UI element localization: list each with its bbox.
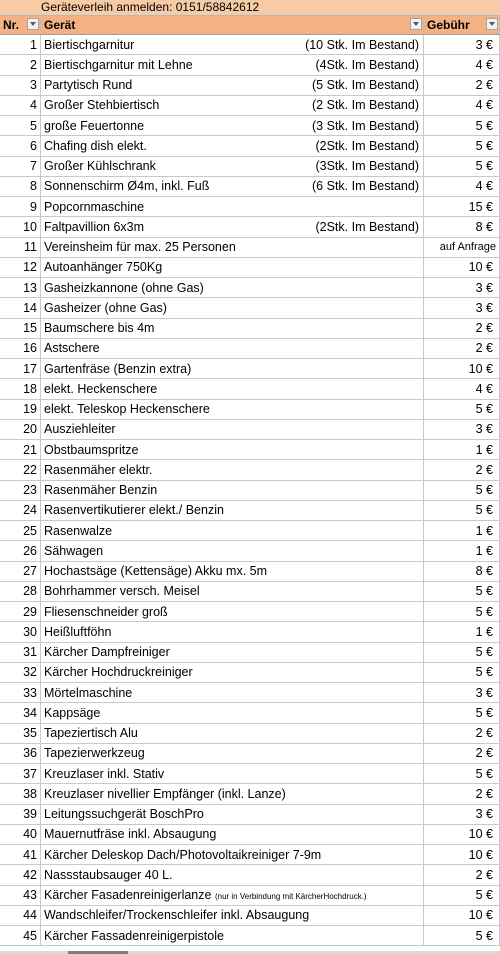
cell-name[interactable] — [41, 643, 424, 662]
cell-fee[interactable]: 5 € — [424, 663, 500, 682]
item-name: Leitungssuchgerät BoschPro — [44, 807, 204, 822]
cell-name[interactable] — [41, 906, 424, 925]
cell-nr[interactable]: 30 — [0, 622, 41, 641]
cell-fee[interactable]: 5 € — [424, 400, 500, 419]
cell-nr[interactable]: 27 — [0, 562, 41, 581]
item-name: Rasenmäher Benzin — [44, 483, 158, 498]
table-row[interactable] — [0, 379, 500, 399]
cell-nr[interactable]: 35 — [0, 724, 41, 743]
cell-name[interactable] — [41, 96, 424, 115]
title-row — [0, 0, 500, 16]
item-stock: (10 Stk. Im Bestand) — [305, 37, 419, 52]
cell-nr[interactable]: 23 — [0, 481, 41, 500]
cell-nr[interactable]: 28 — [0, 582, 41, 601]
cell-name[interactable] — [41, 440, 424, 459]
item-name: Kreuzlaser nivellier Empfänger (inkl. Lanze) — [44, 786, 286, 801]
table-row[interactable] — [0, 298, 500, 318]
cell-nr[interactable]: 11 — [0, 238, 41, 257]
table-row[interactable] — [0, 622, 500, 642]
cell-fee[interactable]: 5 € — [424, 764, 500, 783]
header-row — [0, 16, 500, 35]
header-fee: Gebühr — [424, 16, 500, 34]
item-stock: (3Stk. Im Bestand) — [315, 159, 419, 174]
cell-name[interactable] — [41, 825, 424, 844]
table-row[interactable] — [0, 886, 500, 906]
cell-name[interactable] — [41, 35, 424, 54]
cell-name[interactable] — [41, 926, 424, 945]
cell-fee[interactable]: 5 € — [424, 643, 500, 662]
item-name: Heißluftföhn — [44, 624, 112, 639]
table-row[interactable] — [0, 55, 500, 75]
item-name: Partytisch Rund — [44, 78, 133, 93]
cell-fee[interactable]: 10 € — [424, 825, 500, 844]
cell-nr[interactable]: 29 — [0, 602, 41, 621]
cell-nr[interactable]: 31 — [0, 643, 41, 662]
table-row[interactable] — [0, 278, 500, 298]
cell-fee[interactable]: 5 € — [424, 602, 500, 621]
cell-name[interactable] — [41, 724, 424, 743]
cell-fee[interactable]: 3 € — [424, 298, 500, 317]
cell-nr[interactable]: 16 — [0, 339, 41, 358]
table-row[interactable] — [0, 805, 500, 825]
cell-fee[interactable]: 10 € — [424, 258, 500, 277]
cell-name[interactable] — [41, 339, 424, 358]
cell-nr[interactable]: 43 — [0, 886, 41, 905]
table-row[interactable] — [0, 35, 500, 55]
table-row[interactable] — [0, 521, 500, 541]
cell-name[interactable] — [41, 420, 424, 439]
cell-nr[interactable]: 4 — [0, 96, 41, 115]
cell-name[interactable] — [41, 177, 424, 196]
cell-nr[interactable]: 39 — [0, 805, 41, 824]
cell-fee[interactable]: 5 € — [424, 157, 500, 176]
cell-fee[interactable]: 1 € — [424, 521, 500, 540]
cell-fee[interactable]: 2 € — [424, 724, 500, 743]
table-row[interactable] — [0, 157, 500, 177]
cell-name[interactable] — [41, 784, 424, 803]
item-name: Chafing dish elekt. — [44, 138, 147, 153]
cell-name[interactable] — [41, 521, 424, 540]
item-name: Ausziehleiter — [44, 422, 116, 437]
item-name: Großer Kühlschrank — [44, 159, 156, 174]
table-row[interactable] — [0, 906, 500, 926]
cell-fee[interactable]: 10 € — [424, 845, 500, 864]
item-name: Kärcher Fasadenreinigerlanze (nur in Verbindung mit KärcherHochdruck.) — [44, 888, 367, 903]
item-name: Popcornmaschine — [44, 199, 145, 214]
item-name: Kärcher Deleskop Dach/Photovoltaikreiniger 7-9m — [44, 847, 322, 862]
item-name: Sonnenschirm Ø4m, inkl. Fuß — [44, 179, 210, 194]
cell-nr[interactable]: 7 — [0, 157, 41, 176]
table-row[interactable] — [0, 76, 500, 96]
item-name: Autoanhänger 750Kg — [44, 260, 163, 275]
cell-nr[interactable]: 33 — [0, 683, 41, 702]
table-row[interactable] — [0, 440, 500, 460]
cell-nr[interactable]: 24 — [0, 501, 41, 520]
item-name: Astschere — [44, 341, 100, 356]
cell-name[interactable] — [41, 683, 424, 702]
item-name: Rasenmäher elektr. — [44, 462, 153, 477]
cell-name[interactable] — [41, 703, 424, 722]
item-name: Kärcher Fassadenreinigerpistole — [44, 928, 224, 943]
item-stock: (2Stk. Im Bestand) — [315, 219, 419, 234]
table-row[interactable] — [0, 339, 500, 359]
cell-fee[interactable]: 15 € — [424, 197, 500, 216]
item-name: Faltpavillion 6x3m — [44, 219, 145, 234]
table-row[interactable] — [0, 926, 500, 946]
table-row[interactable] — [0, 359, 500, 379]
cell-fee[interactable]: 2 € — [424, 460, 500, 479]
cell-nr[interactable]: 8 — [0, 177, 41, 196]
cell-nr[interactable]: 40 — [0, 825, 41, 844]
cell-name[interactable] — [41, 379, 424, 398]
table-row[interactable] — [0, 96, 500, 116]
cell-fee[interactable]: 1 € — [424, 541, 500, 560]
cell-nr[interactable]: 15 — [0, 319, 41, 338]
item-name: Kärcher Dampfreiniger — [44, 645, 170, 660]
cell-name[interactable] — [41, 582, 424, 601]
cell-nr[interactable]: 9 — [0, 197, 41, 216]
cell-name[interactable] — [41, 76, 424, 95]
cell-nr[interactable]: 6 — [0, 136, 41, 155]
cell-name[interactable] — [41, 865, 424, 884]
table-row[interactable] — [0, 238, 500, 258]
cell-name[interactable] — [41, 541, 424, 560]
cell-fee[interactable]: 4 € — [424, 96, 500, 115]
item-name: Kärcher Hochdruckreiniger — [44, 665, 193, 680]
cell-fee[interactable]: 1 € — [424, 622, 500, 641]
cell-name[interactable] — [41, 238, 424, 257]
cell-name[interactable] — [41, 157, 424, 176]
cell-nr[interactable]: 20 — [0, 420, 41, 439]
cell-fee[interactable]: 2 € — [424, 339, 500, 358]
cell-name[interactable] — [41, 258, 424, 277]
table-row[interactable] — [0, 460, 500, 480]
item-name: Vereinsheim für max. 25 Personen — [44, 240, 236, 255]
table-row[interactable] — [0, 724, 500, 744]
item-name: Kreuzlaser inkl. Stativ — [44, 766, 165, 781]
item-name: Fliesenschneider groß — [44, 604, 168, 619]
item-name: Tapezierwerkzeug — [44, 746, 145, 761]
cell-nr[interactable]: 3 — [0, 76, 41, 95]
cell-nr[interactable]: 5 — [0, 116, 41, 135]
cell-name[interactable] — [41, 359, 424, 378]
item-name: elekt. Teleskop Heckenschere — [44, 402, 210, 417]
item-name: Obstbaumspritze — [44, 442, 139, 457]
table-row[interactable] — [0, 865, 500, 885]
cell-name[interactable] — [41, 400, 424, 419]
title-text: Geräteverleih anmelden: 0151/58842612 — [41, 0, 260, 14]
item-name: Mörtelmaschine — [44, 685, 133, 700]
cell-name[interactable] — [41, 805, 424, 824]
cell-name[interactable] — [41, 136, 424, 155]
item-stock: (2 Stk. Im Bestand) — [312, 98, 419, 113]
item-name: Gasheizkannone (ohne Gas) — [44, 280, 204, 295]
cell-name[interactable] — [41, 116, 424, 135]
cell-name[interactable] — [41, 744, 424, 763]
cell-nr[interactable]: 32 — [0, 663, 41, 682]
item-stock: (3 Stk. Im Bestand) — [312, 118, 419, 133]
cell-nr[interactable]: 10 — [0, 217, 41, 236]
table-row[interactable] — [0, 663, 500, 683]
table-row[interactable] — [0, 258, 500, 278]
cell-nr[interactable]: 38 — [0, 784, 41, 803]
cell-fee[interactable]: 3 € — [424, 35, 500, 54]
table-row[interactable] — [0, 764, 500, 784]
cell-fee[interactable]: 3 € — [424, 683, 500, 702]
cell-nr[interactable]: 45 — [0, 926, 41, 945]
cell-name[interactable] — [41, 764, 424, 783]
cell-nr[interactable]: 21 — [0, 440, 41, 459]
cell-name[interactable] — [41, 845, 424, 864]
table-row[interactable] — [0, 582, 500, 602]
table-row[interactable] — [0, 744, 500, 764]
filter-dropdown-icon[interactable] — [27, 18, 39, 30]
cell-name[interactable] — [41, 886, 424, 905]
item-name: Mauernutfräse inkl. Absaugung — [44, 827, 217, 842]
cell-nr[interactable]: 42 — [0, 865, 41, 884]
cell-nr[interactable]: 44 — [0, 906, 41, 925]
item-name: große Feuertonne — [44, 118, 145, 133]
cell-fee[interactable]: 5 € — [424, 481, 500, 500]
item-note: (nur in Verbindung mit KärcherHochdruck.) — [214, 892, 367, 902]
cell-fee[interactable]: 4 € — [424, 379, 500, 398]
filter-dropdown-icon[interactable] — [410, 18, 422, 30]
cell-fee[interactable]: 10 € — [424, 906, 500, 925]
cell-fee[interactable]: 2 € — [424, 865, 500, 884]
cell-fee[interactable]: 8 € — [424, 217, 500, 236]
header-name: Gerät — [41, 16, 424, 34]
item-name: Baumschere bis 4m — [44, 321, 155, 336]
cell-nr[interactable]: 13 — [0, 278, 41, 297]
cell-fee[interactable]: 5 € — [424, 136, 500, 155]
cell-name[interactable] — [41, 298, 424, 317]
cell-fee[interactable]: 3 € — [424, 278, 500, 297]
cell-fee[interactable]: 5 € — [424, 703, 500, 722]
item-name: Biertischgarnitur — [44, 37, 135, 52]
item-name: Gasheizer (ohne Gas) — [44, 300, 167, 315]
item-name: Tapeziertisch Alu — [44, 726, 138, 741]
cell-name[interactable] — [41, 278, 424, 297]
item-name: Rasenvertikutierer elekt./ Benzin — [44, 503, 224, 518]
cell-fee[interactable]: 5 € — [424, 116, 500, 135]
table-row[interactable] — [0, 481, 500, 501]
table-row[interactable] — [0, 562, 500, 582]
cell-fee[interactable]: 4 € — [424, 177, 500, 196]
cell-nr[interactable]: 36 — [0, 744, 41, 763]
table-row[interactable] — [0, 703, 500, 723]
cell-fee[interactable]: 5 € — [424, 886, 500, 905]
item-name: elekt. Heckenschere — [44, 381, 158, 396]
cell-nr[interactable]: 12 — [0, 258, 41, 277]
item-name: Großer Stehbiertisch — [44, 98, 160, 113]
item-name: Kappsäge — [44, 705, 101, 720]
table-row[interactable] — [0, 845, 500, 865]
cell-fee[interactable]: 5 € — [424, 501, 500, 520]
filter-dropdown-icon[interactable] — [486, 18, 498, 30]
cell-nr[interactable]: 26 — [0, 541, 41, 560]
item-name: Hochastsäge (Kettensäge) Akku mx. 5m — [44, 564, 268, 579]
item-name: Gartenfräse (Benzin extra) — [44, 361, 192, 376]
cell-fee[interactable]: 2 € — [424, 76, 500, 95]
table-row[interactable] — [0, 501, 500, 521]
table-row[interactable] — [0, 136, 500, 156]
item-name: Nassstaubsauger 40 L. — [44, 867, 173, 882]
cell-fee[interactable]: 5 € — [424, 926, 500, 945]
table-row[interactable] — [0, 197, 500, 217]
item-name: Wandschleifer/Trockenschleifer inkl. Absaugung — [44, 908, 310, 923]
cell-fee[interactable]: 2 € — [424, 744, 500, 763]
cell-fee[interactable]: 2 € — [424, 784, 500, 803]
table-row[interactable] — [0, 116, 500, 136]
cell-fee[interactable]: 8 € — [424, 562, 500, 581]
cell-nr[interactable]: 22 — [0, 460, 41, 479]
cell-fee[interactable]: 2 € — [424, 319, 500, 338]
cell-nr[interactable]: 34 — [0, 703, 41, 722]
table-row[interactable] — [0, 319, 500, 339]
item-name: Bohrhammer versch. Meisel — [44, 584, 200, 599]
table-row[interactable] — [0, 217, 500, 237]
item-name: Rasenwalze — [44, 523, 113, 538]
cell-nr[interactable]: 14 — [0, 298, 41, 317]
cell-name[interactable] — [41, 501, 424, 520]
cell-name[interactable] — [41, 481, 424, 500]
table-row[interactable] — [0, 541, 500, 561]
table-row[interactable] — [0, 784, 500, 804]
table-row[interactable] — [0, 602, 500, 622]
item-stock: (2Stk. Im Bestand) — [315, 138, 419, 153]
item-stock: (4Stk. Im Bestand) — [315, 57, 419, 72]
cell-name[interactable] — [41, 622, 424, 641]
cell-name[interactable] — [41, 217, 424, 236]
cell-fee[interactable]: 3 € — [424, 420, 500, 439]
cell-fee[interactable]: 5 € — [424, 582, 500, 601]
table-row[interactable] — [0, 643, 500, 663]
cell-nr[interactable]: 37 — [0, 764, 41, 783]
cell-nr[interactable]: 2 — [0, 55, 41, 74]
cell-nr[interactable]: 25 — [0, 521, 41, 540]
cell-fee[interactable]: auf Anfrage — [424, 238, 500, 257]
table-row[interactable] — [0, 825, 500, 845]
cell-fee[interactable]: 4 € — [424, 55, 500, 74]
cell-name[interactable] — [41, 460, 424, 479]
cell-name[interactable] — [41, 319, 424, 338]
cell-name[interactable] — [41, 663, 424, 682]
table-body — [0, 35, 500, 946]
table-row[interactable] — [0, 177, 500, 197]
item-stock: (6 Stk. Im Bestand) — [312, 179, 419, 194]
cell-fee[interactable]: 3 € — [424, 805, 500, 824]
cell-name[interactable] — [41, 602, 424, 621]
cell-nr[interactable]: 41 — [0, 845, 41, 864]
cell-nr[interactable]: 1 — [0, 35, 41, 54]
cell-name[interactable] — [41, 562, 424, 581]
table-row[interactable] — [0, 420, 500, 440]
item-name: Sähwagen — [44, 543, 104, 558]
cell-nr[interactable]: 17 — [0, 359, 41, 378]
cell-name[interactable] — [41, 197, 424, 216]
item-stock: (5 Stk. Im Bestand) — [312, 78, 419, 93]
cell-nr[interactable]: 18 — [0, 379, 41, 398]
cell-fee[interactable]: 1 € — [424, 440, 500, 459]
item-name: Biertischgarnitur mit Lehne — [44, 57, 193, 72]
header-nr: Nr. — [0, 16, 41, 34]
cell-fee[interactable]: 10 € — [424, 359, 500, 378]
table-row[interactable] — [0, 683, 500, 703]
cell-nr[interactable]: 19 — [0, 400, 41, 419]
cell-name[interactable] — [41, 55, 424, 74]
table-row[interactable] — [0, 400, 500, 420]
